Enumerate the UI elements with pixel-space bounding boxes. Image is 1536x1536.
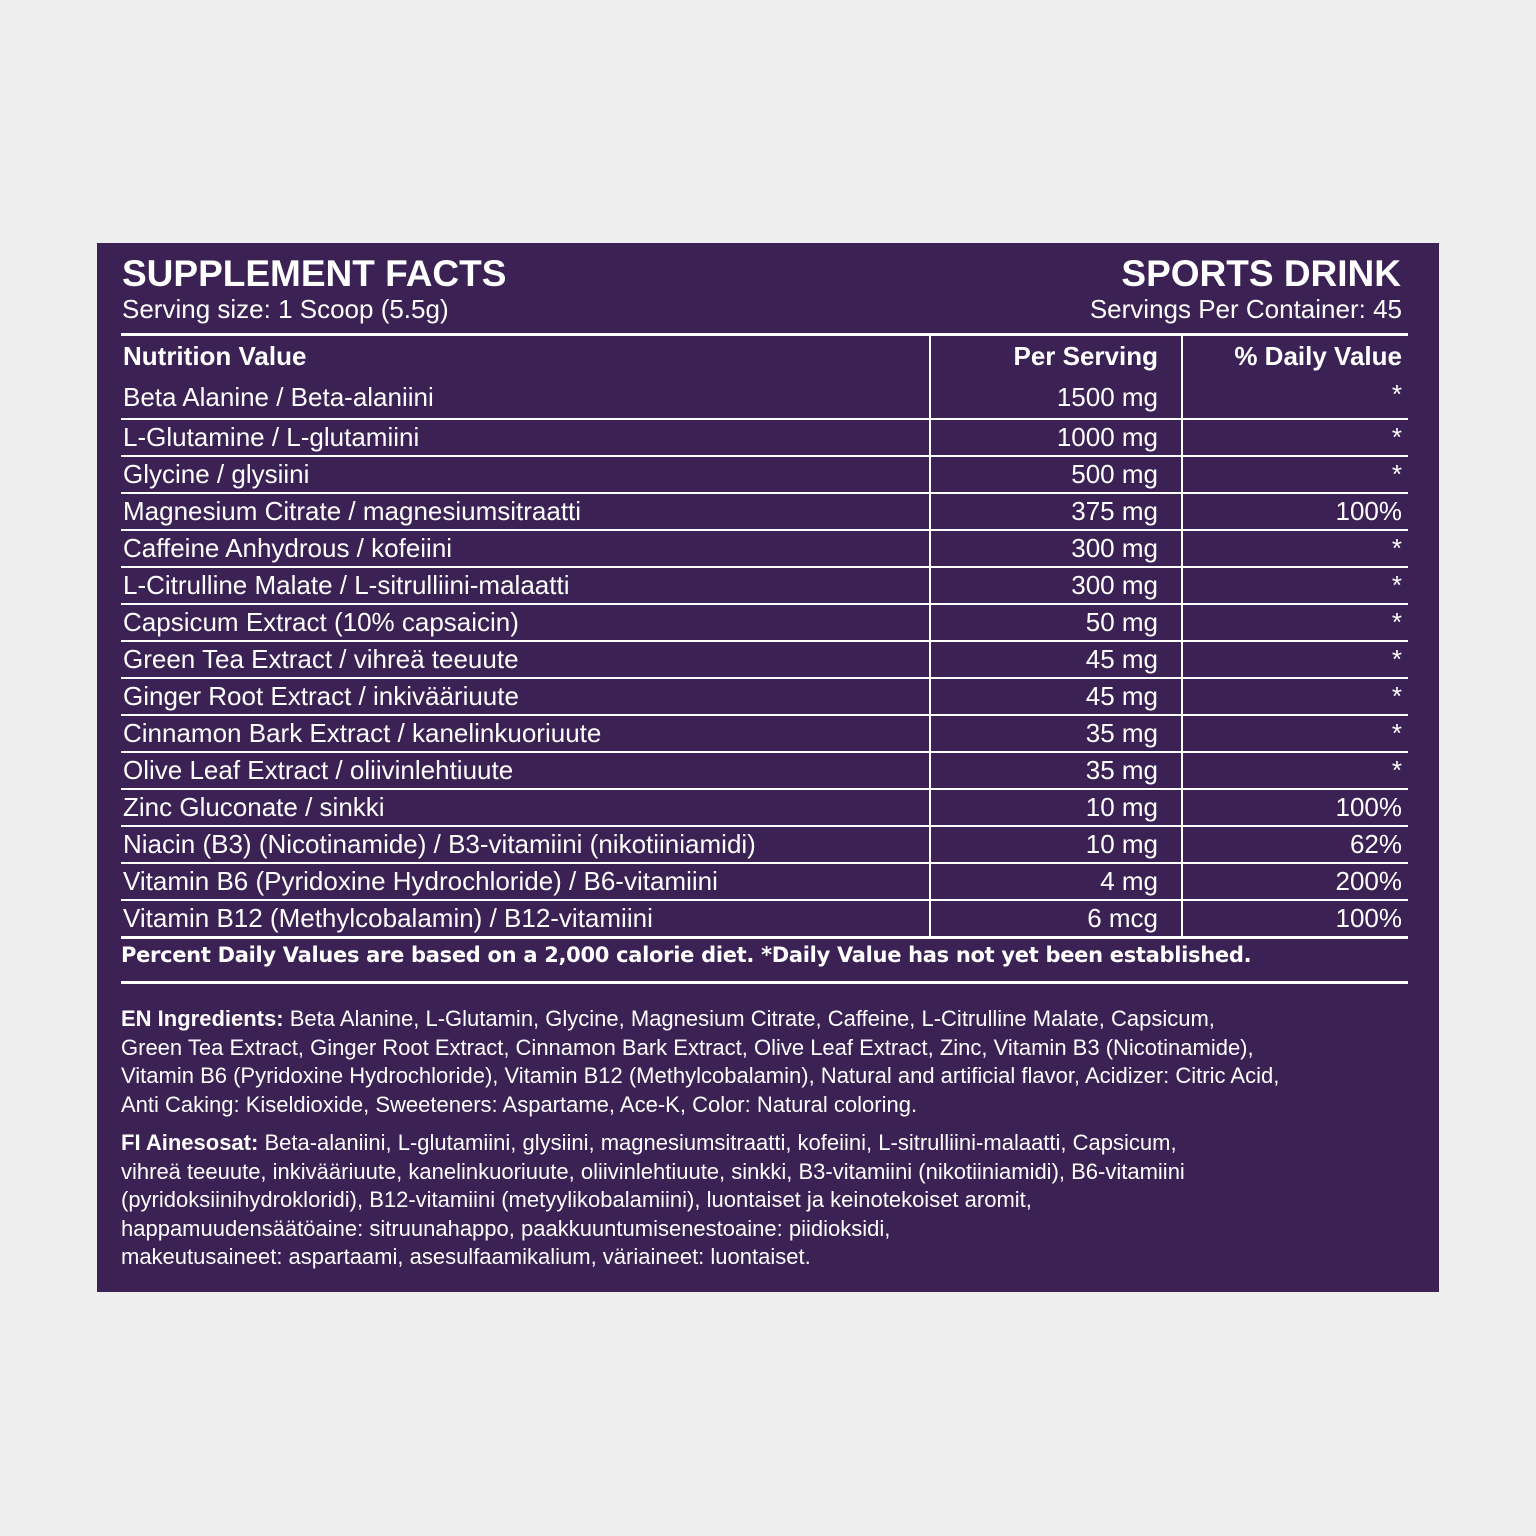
daily-value: * (1181, 753, 1408, 788)
nutrient-name: Zinc Gluconate / sinkki (123, 792, 385, 822)
nutrient-name: Magnesium Citrate / magnesiumsitraatti (123, 496, 582, 526)
nutrient-name: Glycine / glysiini (123, 459, 310, 489)
amount-per-serving: 45 mg (929, 679, 1181, 714)
amount-per-serving: 10 mg (929, 827, 1181, 862)
daily-value-footnote: Percent Daily Values are based on a 2,000 calorie diet. *Daily Value has not yet been established. (121, 943, 1408, 984)
ingredients-fi-line: (pyridoksiinihydrokloridi), B12-vitamiini (metyylikobalamiini), luontaiset ja keinotekoiset aromit, (121, 1187, 1032, 1212)
nutrient-name: Caffeine Anhydrous / kofeiini (123, 533, 453, 563)
daily-value: * (1181, 568, 1408, 603)
table-row (121, 377, 1408, 418)
table-row (121, 603, 1408, 640)
ingredients-fi-line: happamuudensäätöaine: sitruunahappo, paakkuuntumisenestoaine: piidioksidi, (121, 1215, 891, 1241)
daily-value: * (1181, 679, 1408, 714)
table-row (121, 751, 1408, 788)
amount-per-serving: 35 mg (929, 753, 1181, 788)
nutrient-name: L-Citrulline Malate / L-sitrulliini-malaatti (123, 570, 570, 600)
nutrient-name: Beta Alanine / Beta-alaniini (123, 382, 434, 412)
table-row (121, 418, 1408, 455)
amount-per-serving: 1500 mg (929, 377, 1181, 418)
daily-value: * (1181, 420, 1408, 455)
nutrient-name: Olive Leaf Extract / oliivinlehtiuute (123, 755, 514, 785)
table-row (121, 529, 1408, 566)
daily-value: 100% (1181, 901, 1408, 936)
nutrient-name: Cinnamon Bark Extract / kanelinkuoriuute (123, 718, 602, 748)
amount-per-serving: 1000 mg (929, 420, 1181, 455)
amount-per-serving: 4 mg (929, 864, 1181, 899)
table-row (121, 566, 1408, 603)
daily-value: 100% (1181, 790, 1408, 825)
servings-per-container: Servings Per Container: 45 (1089, 294, 1402, 324)
table-row (121, 825, 1408, 862)
amount-per-serving: 35 mg (929, 716, 1181, 751)
nutrient-name: Ginger Root Extract / inkivääriuute (123, 681, 519, 711)
product-name: SPORTS DRINK (1121, 253, 1401, 294)
amount-per-serving: 300 mg (929, 568, 1181, 603)
nutrient-name: Green Tea Extract / vihreä teeuute (123, 644, 519, 674)
amount-per-serving: 50 mg (929, 605, 1181, 640)
amount-per-serving: 6 mcg (929, 901, 1181, 936)
supplement-facts-panel (97, 243, 1439, 1292)
table-row (121, 788, 1408, 825)
ingredients-fi-line: Beta-alaniini, L-glutamiini, glysiini, magnesiumsitraatti, kofeiini, L-sitrulliini-malaatti, Capsicum, (258, 1130, 1177, 1155)
nutrition-table (121, 333, 1408, 939)
daily-value: * (1181, 716, 1408, 751)
nutrient-name: Capsicum Extract (10% capsaicin) (123, 607, 519, 637)
nutrient-name: Vitamin B12 (Methylcobalamin) / B12-vitamiini (123, 903, 653, 933)
ingredients-en-line: Vitamin B6 (Pyridoxine Hydrochloride), Vitamin B12 (Methylcobalamin), Natural and artificial flavor, Acidizer: Citric Acid, (121, 1063, 1280, 1088)
ingredients-fi (121, 1129, 1421, 1272)
amount-per-serving: 10 mg (929, 790, 1181, 825)
column-header-daily-value: % Daily Value (1181, 336, 1408, 377)
amount-per-serving: 500 mg (929, 457, 1181, 492)
daily-value: 62% (1181, 827, 1408, 862)
nutrient-name: Niacin (B3) (Nicotinamide) / B3-vitamiini (nikotiiniamidi) (123, 829, 756, 859)
table-row (121, 862, 1408, 899)
daily-value: 100% (1181, 494, 1408, 529)
ingredients-en-line: Green Tea Extract, Ginger Root Extract, Cinnamon Bark Extract, Olive Leaf Extract, Zinc, Vitamin B3 (Nicotinamide), (121, 1034, 1254, 1060)
ingredients-fi-label: FI Ainesosat: (121, 1130, 259, 1155)
serving-size: Serving size: 1 Scoop (5.5g) (122, 294, 449, 324)
daily-value: * (1181, 377, 1408, 418)
ingredients-fi-line: makeutusaineet: aspartaami, asesulfaamikalium, väriaineet: luontaiset. (121, 1244, 811, 1269)
amount-per-serving: 375 mg (929, 494, 1181, 529)
ingredients-en-line: Anti Caking: Kiseldioxide, Sweeteners: Aspartame, Ace-K, Color: Natural coloring. (121, 1091, 918, 1117)
table-row (121, 677, 1408, 714)
daily-value: * (1181, 642, 1408, 677)
table-row (121, 492, 1408, 529)
table-row (121, 714, 1408, 751)
table-row (121, 640, 1408, 677)
amount-per-serving: 45 mg (929, 642, 1181, 677)
daily-value: * (1181, 531, 1408, 566)
ingredients-en-line: Beta Alanine, L-Glutamin, Glycine, Magnesium Citrate, Caffeine, L-Citrulline Malate, Capsicum, (283, 1006, 1215, 1031)
panel-title: SUPPLEMENT FACTS (122, 253, 507, 294)
amount-per-serving: 300 mg (929, 531, 1181, 566)
nutrient-name: Vitamin B6 (Pyridoxine Hydrochloride) / B6-vitamiini (123, 866, 718, 896)
daily-value: * (1181, 457, 1408, 492)
ingredients-en (121, 1005, 1421, 1119)
table-row (121, 455, 1408, 492)
column-header-nutrition: Nutrition Value (123, 341, 307, 371)
ingredients-en-label: EN Ingredients: (121, 1006, 284, 1031)
daily-value: 200% (1181, 864, 1408, 899)
table-header-row (121, 336, 1408, 377)
table-row (121, 899, 1408, 936)
column-header-per-serving: Per Serving (929, 336, 1181, 377)
daily-value: * (1181, 605, 1408, 640)
nutrient-name: L-Glutamine / L-glutamiini (123, 422, 420, 452)
ingredients-fi-line: vihreä teeuute, inkivääriuute, kanelinkuoriuute, oliivinlehtiuute, sinkki, B3-vitamiini (nikotiiniamidi), B6-vitamiini (121, 1158, 1185, 1184)
